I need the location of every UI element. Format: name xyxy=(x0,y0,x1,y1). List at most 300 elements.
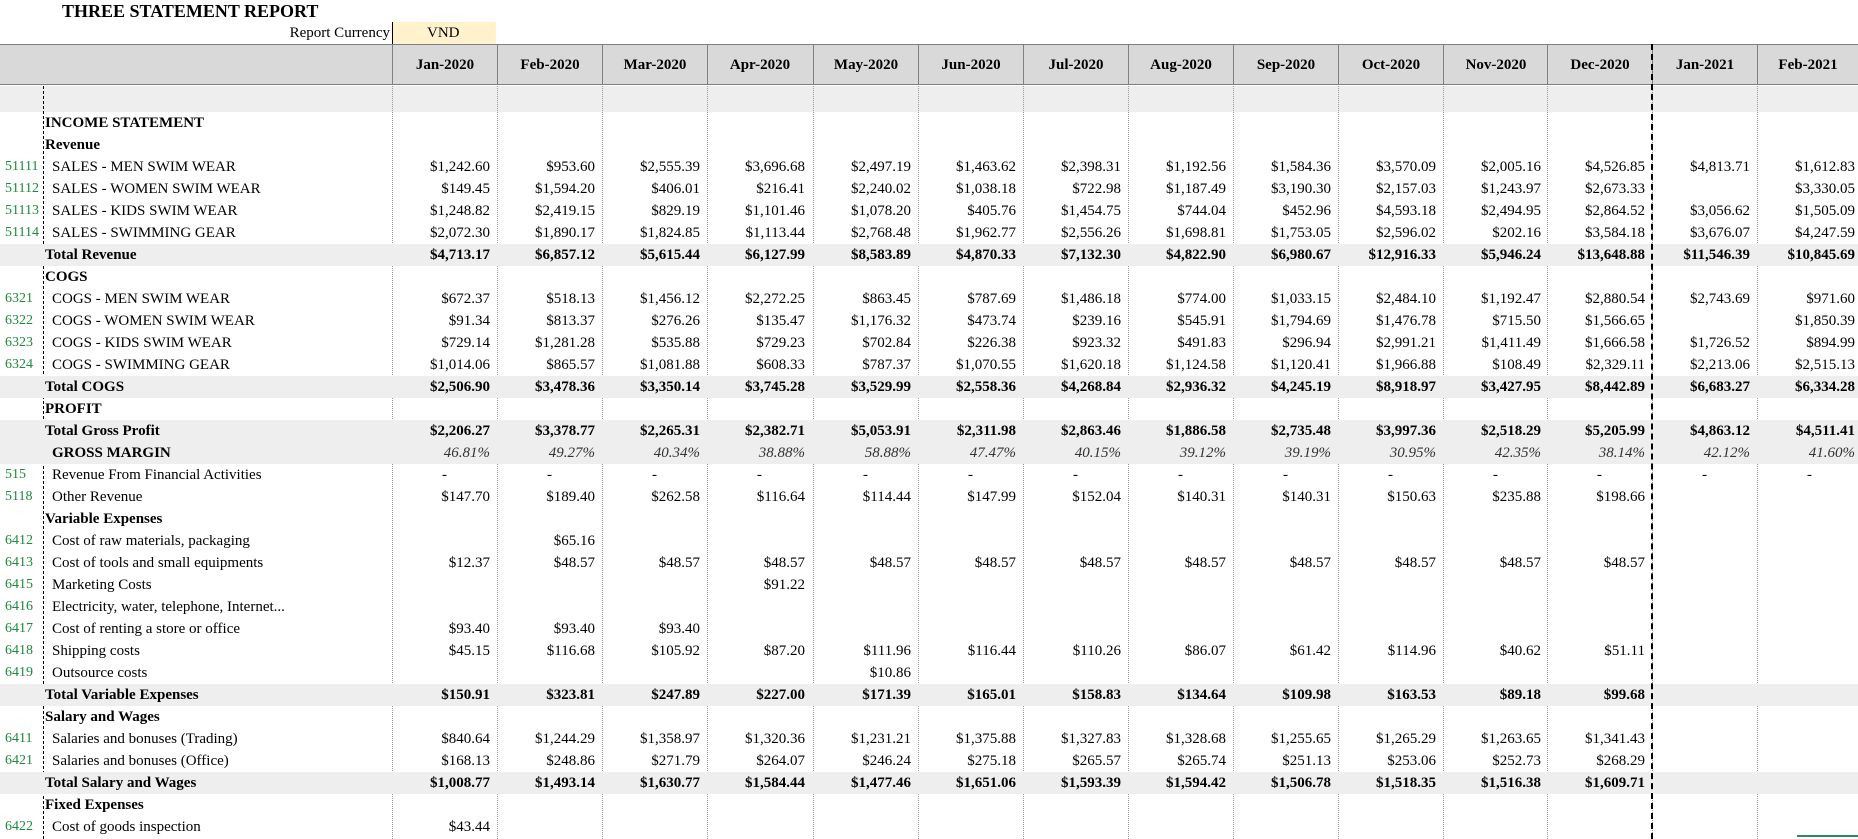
value-cell[interactable]: - xyxy=(1807,467,1812,483)
value-cell[interactable]: $2,157.03 xyxy=(1376,181,1436,197)
value-cell[interactable]: $1,244.29 xyxy=(535,731,595,747)
value-cell[interactable]: $2,497.19 xyxy=(851,159,911,175)
value-cell[interactable]: $6,334.28 xyxy=(1795,379,1855,395)
value-cell[interactable]: $2,880.54 xyxy=(1585,291,1645,307)
value-cell[interactable]: $2,005.16 xyxy=(1481,159,1541,175)
value-cell[interactable]: $93.40 xyxy=(448,621,490,637)
value-cell[interactable]: 58.88% xyxy=(864,445,911,461)
value-cell[interactable]: $3,997.36 xyxy=(1376,423,1436,439)
value-cell[interactable]: $4,247.59 xyxy=(1795,225,1855,241)
account-code[interactable]: 6422 xyxy=(5,819,33,834)
account-code[interactable]: 6416 xyxy=(5,599,33,614)
value-cell[interactable]: 40.34% xyxy=(653,445,700,461)
value-cell[interactable]: 40.15% xyxy=(1074,445,1121,461)
value-cell[interactable]: $1,594.42 xyxy=(1166,775,1226,791)
row-label[interactable]: COGS - SWIMMING GEAR xyxy=(52,357,230,373)
value-cell[interactable]: $251.13 xyxy=(1282,753,1331,769)
value-cell[interactable]: 47.47% xyxy=(969,445,1016,461)
month-header-aug-2020[interactable]: Aug-2020 xyxy=(1128,45,1233,84)
value-cell[interactable]: $43.44 xyxy=(448,819,490,835)
value-cell[interactable]: $2,240.02 xyxy=(851,181,911,197)
account-code[interactable]: 6322 xyxy=(5,313,33,328)
row-label[interactable]: INCOME STATEMENT xyxy=(45,115,205,131)
value-cell[interactable]: $198.66 xyxy=(1596,489,1645,505)
value-cell[interactable]: $1,265.29 xyxy=(1376,731,1436,747)
value-cell[interactable]: $3,570.09 xyxy=(1376,159,1436,175)
month-header-jun-2020[interactable]: Jun-2020 xyxy=(918,45,1023,84)
value-cell[interactable]: $1,824.85 xyxy=(640,225,700,241)
account-code[interactable]: 51114 xyxy=(5,225,39,240)
value-cell[interactable]: - xyxy=(547,467,552,483)
value-cell[interactable]: $323.81 xyxy=(546,687,595,703)
value-cell[interactable]: $111.96 xyxy=(863,643,911,659)
value-cell[interactable]: $140.31 xyxy=(1177,489,1226,505)
value-cell[interactable]: $114.44 xyxy=(862,489,911,505)
month-header-feb-2020[interactable]: Feb-2020 xyxy=(497,45,602,84)
value-cell[interactable]: $787.37 xyxy=(862,357,911,373)
value-cell[interactable]: $6,980.67 xyxy=(1271,247,1331,263)
account-code[interactable]: 6324 xyxy=(5,357,33,372)
value-cell[interactable]: - xyxy=(1388,467,1393,483)
value-cell[interactable]: $2,072.30 xyxy=(430,225,490,241)
value-cell[interactable]: $545.91 xyxy=(1177,313,1226,329)
value-cell[interactable]: $65.16 xyxy=(553,533,595,549)
value-cell[interactable]: $1,038.18 xyxy=(956,181,1016,197)
value-cell[interactable]: - xyxy=(1073,467,1078,483)
account-code[interactable]: 6418 xyxy=(5,643,33,658)
value-cell[interactable]: $4,526.85 xyxy=(1585,159,1645,175)
account-code[interactable]: 6412 xyxy=(5,533,33,548)
value-cell[interactable]: $722.98 xyxy=(1072,181,1121,197)
month-header-jul-2020[interactable]: Jul-2020 xyxy=(1023,45,1128,84)
row-label[interactable]: COGS - WOMEN SWIM WEAR xyxy=(52,313,255,329)
account-code[interactable]: 5118 xyxy=(5,489,33,504)
row-label[interactable]: PROFIT xyxy=(45,401,102,417)
value-cell[interactable]: $5,946.24 xyxy=(1481,247,1541,263)
value-cell[interactable]: $2,213.06 xyxy=(1690,357,1750,373)
value-cell[interactable]: $51.11 xyxy=(1604,643,1645,659)
row-label[interactable]: Cost of renting a store or office xyxy=(52,621,241,637)
value-cell[interactable]: $405.76 xyxy=(967,203,1016,219)
value-cell[interactable]: $2,515.13 xyxy=(1795,357,1855,373)
month-header-may-2020[interactable]: May-2020 xyxy=(813,45,918,84)
value-cell[interactable]: 41.60% xyxy=(1808,445,1855,461)
value-cell[interactable]: $4,813.71 xyxy=(1690,159,1750,175)
account-code[interactable]: 51111 xyxy=(5,159,39,174)
value-cell[interactable]: $1,187.49 xyxy=(1166,181,1226,197)
value-cell[interactable]: $1,486.18 xyxy=(1061,291,1121,307)
value-cell[interactable]: $729.14 xyxy=(441,335,490,351)
value-cell[interactable]: $48.57 xyxy=(869,555,911,571)
currency-value-cell[interactable]: VND xyxy=(393,22,496,44)
value-cell[interactable]: $11,546.39 xyxy=(1683,247,1750,263)
value-cell[interactable]: $1,033.15 xyxy=(1271,291,1331,307)
value-cell[interactable]: $105.92 xyxy=(651,643,700,659)
value-cell[interactable]: 39.12% xyxy=(1179,445,1226,461)
value-cell[interactable]: $110.26 xyxy=(1072,643,1121,659)
value-cell[interactable]: - xyxy=(1283,467,1288,483)
value-cell[interactable]: $116.44 xyxy=(967,643,1016,659)
value-cell[interactable]: 49.27% xyxy=(548,445,595,461)
value-cell[interactable]: $1,584.36 xyxy=(1271,159,1331,175)
value-cell[interactable]: $247.89 xyxy=(651,687,700,703)
value-cell[interactable]: $265.74 xyxy=(1177,753,1226,769)
value-cell[interactable]: $1,411.49 xyxy=(1481,335,1541,351)
value-cell[interactable]: $149.45 xyxy=(441,181,490,197)
value-cell[interactable]: $3,745.28 xyxy=(745,379,805,395)
value-cell[interactable]: $1,454.75 xyxy=(1061,203,1121,219)
value-cell[interactable]: $2,506.90 xyxy=(430,379,490,395)
row-label[interactable]: SALES - WOMEN SWIM WEAR xyxy=(52,181,261,197)
value-cell[interactable]: $8,442.89 xyxy=(1585,379,1645,395)
value-cell[interactable]: $971.60 xyxy=(1806,291,1855,307)
value-cell[interactable]: $10,845.69 xyxy=(1787,247,1855,263)
value-cell[interactable]: - xyxy=(1493,467,1498,483)
value-cell[interactable]: $1,609.71 xyxy=(1585,775,1645,791)
account-code[interactable]: 6413 xyxy=(5,555,33,570)
value-cell[interactable]: $1,850.39 xyxy=(1795,313,1855,329)
value-cell[interactable]: 42.12% xyxy=(1703,445,1750,461)
value-cell[interactable]: $518.13 xyxy=(546,291,595,307)
value-cell[interactable]: $2,265.31 xyxy=(640,423,700,439)
month-header-sep-2020[interactable]: Sep-2020 xyxy=(1233,45,1338,84)
row-label[interactable]: SALES - SWIMMING GEAR xyxy=(52,225,236,241)
value-cell[interactable]: $1,242.60 xyxy=(430,159,490,175)
month-header-oct-2020[interactable]: Oct-2020 xyxy=(1338,45,1443,84)
value-cell[interactable]: $1,890.17 xyxy=(535,225,595,241)
month-header-jan-2020[interactable]: Jan-2020 xyxy=(392,45,497,84)
value-cell[interactable]: $48.57 xyxy=(1289,555,1331,571)
value-cell[interactable]: $1,255.65 xyxy=(1271,731,1331,747)
value-cell[interactable]: $2,864.52 xyxy=(1585,203,1645,219)
value-cell[interactable]: $6,683.27 xyxy=(1690,379,1750,395)
row-label[interactable]: COGS - KIDS SWIM WEAR xyxy=(52,335,232,351)
value-cell[interactable]: $163.53 xyxy=(1387,687,1436,703)
row-label[interactable]: COGS - MEN SWIM WEAR xyxy=(52,291,231,307)
value-cell[interactable]: $2,329.11 xyxy=(1585,357,1645,373)
value-cell[interactable]: 39.19% xyxy=(1284,445,1331,461)
value-cell[interactable]: $5,205.99 xyxy=(1585,423,1645,439)
value-cell[interactable]: - xyxy=(442,467,447,483)
value-cell[interactable]: $1,463.62 xyxy=(956,159,1016,175)
value-cell[interactable]: $246.24 xyxy=(862,753,911,769)
value-cell[interactable]: $189.40 xyxy=(546,489,595,505)
value-cell[interactable]: $3,190.30 xyxy=(1271,181,1331,197)
value-cell[interactable]: $2,558.36 xyxy=(956,379,1016,395)
value-cell[interactable]: $729.23 xyxy=(756,335,805,351)
value-cell[interactable]: $264.07 xyxy=(756,753,805,769)
value-cell[interactable]: $1,593.39 xyxy=(1061,775,1121,791)
value-cell[interactable]: $275.18 xyxy=(967,753,1016,769)
row-label[interactable]: Salaries and bonuses (Office) xyxy=(52,753,229,769)
value-cell[interactable]: $48.57 xyxy=(1079,555,1121,571)
value-cell[interactable]: $86.07 xyxy=(1184,643,1226,659)
value-cell[interactable]: $2,863.46 xyxy=(1061,423,1121,439)
value-cell[interactable]: $48.57 xyxy=(763,555,805,571)
value-cell[interactable]: $840.64 xyxy=(441,731,490,747)
value-cell[interactable]: $262.58 xyxy=(651,489,700,505)
account-code[interactable]: 6411 xyxy=(5,731,33,746)
value-cell[interactable]: $5,053.91 xyxy=(851,423,911,439)
month-header-mar-2020[interactable]: Mar-2020 xyxy=(602,45,707,84)
value-cell[interactable]: $152.04 xyxy=(1072,489,1121,505)
value-cell[interactable]: $13,648.88 xyxy=(1577,247,1645,263)
value-cell[interactable]: $3,427.95 xyxy=(1481,379,1541,395)
value-cell[interactable]: $1,008.77 xyxy=(430,775,490,791)
value-cell[interactable]: $165.01 xyxy=(967,687,1016,703)
value-cell[interactable]: $4,713.17 xyxy=(430,247,490,263)
value-cell[interactable]: $894.99 xyxy=(1806,335,1855,351)
value-cell[interactable]: $114.96 xyxy=(1387,643,1436,659)
value-cell[interactable]: $3,056.62 xyxy=(1690,203,1750,219)
value-cell[interactable]: $1,101.46 xyxy=(745,203,805,219)
value-cell[interactable]: $48.57 xyxy=(1603,555,1645,571)
value-cell[interactable]: $158.83 xyxy=(1072,687,1121,703)
value-cell[interactable]: $147.99 xyxy=(967,489,1016,505)
value-cell[interactable]: $1,070.55 xyxy=(956,357,1016,373)
row-label[interactable]: Shipping costs xyxy=(52,643,140,659)
row-label[interactable]: Total COGS xyxy=(45,379,125,395)
value-cell[interactable]: $4,593.18 xyxy=(1376,203,1436,219)
value-cell[interactable]: $12.37 xyxy=(448,555,490,571)
value-cell[interactable]: $235.88 xyxy=(1492,489,1541,505)
row-label[interactable]: Fixed Expenses xyxy=(45,797,144,813)
value-cell[interactable]: $8,918.97 xyxy=(1376,379,1436,395)
value-cell[interactable]: $3,696.68 xyxy=(745,159,805,175)
value-cell[interactable]: $12,916.33 xyxy=(1368,247,1436,263)
row-label[interactable]: Marketing Costs xyxy=(52,577,152,593)
value-cell[interactable]: $6,857.12 xyxy=(535,247,595,263)
value-cell[interactable]: $3,378.77 xyxy=(535,423,595,439)
row-label[interactable]: Total Revenue xyxy=(45,247,137,263)
account-code[interactable]: 6421 xyxy=(5,753,33,768)
value-cell[interactable]: $1,456.12 xyxy=(640,291,700,307)
value-cell[interactable]: $813.37 xyxy=(546,313,595,329)
value-cell[interactable]: $1,612.83 xyxy=(1795,159,1855,175)
value-cell[interactable]: $406.01 xyxy=(651,181,700,197)
value-cell[interactable]: $1,176.32 xyxy=(851,313,911,329)
value-cell[interactable]: $863.45 xyxy=(862,291,911,307)
row-label[interactable]: Total Gross Profit xyxy=(45,423,160,439)
value-cell[interactable]: $1,666.58 xyxy=(1585,335,1645,351)
account-code[interactable]: 6321 xyxy=(5,291,33,306)
value-cell[interactable]: $865.57 xyxy=(546,357,595,373)
value-cell[interactable]: - xyxy=(863,467,868,483)
value-cell[interactable]: $1,476.78 xyxy=(1376,313,1436,329)
value-cell[interactable]: $1,263.65 xyxy=(1481,731,1541,747)
month-header-nov-2020[interactable]: Nov-2020 xyxy=(1443,45,1548,84)
value-cell[interactable]: $2,673.33 xyxy=(1585,181,1645,197)
value-cell[interactable]: $48.57 xyxy=(1394,555,1436,571)
value-cell[interactable]: $40.62 xyxy=(1499,643,1541,659)
value-cell[interactable]: $91.22 xyxy=(763,577,805,593)
value-cell[interactable]: $1,078.20 xyxy=(851,203,911,219)
value-cell[interactable]: $1,966.88 xyxy=(1376,357,1436,373)
value-cell[interactable]: $2,743.69 xyxy=(1690,291,1750,307)
value-cell[interactable]: $1,584.44 xyxy=(745,775,805,791)
value-cell[interactable]: $2,382.71 xyxy=(745,423,805,439)
value-cell[interactable]: $2,556.26 xyxy=(1061,225,1121,241)
value-cell[interactable]: $608.33 xyxy=(756,357,805,373)
value-cell[interactable]: $953.60 xyxy=(546,159,595,175)
value-cell[interactable]: $2,936.32 xyxy=(1166,379,1226,395)
value-cell[interactable]: $4,822.90 xyxy=(1166,247,1226,263)
value-cell[interactable]: $1,630.77 xyxy=(640,775,700,791)
row-label[interactable]: Total Variable Expenses xyxy=(45,687,199,703)
value-cell[interactable]: $1,506.78 xyxy=(1271,775,1331,791)
value-cell[interactable]: $672.37 xyxy=(441,291,490,307)
value-cell[interactable]: $296.94 xyxy=(1282,335,1331,351)
row-label[interactable]: Electricity, water, telephone, Internet... xyxy=(52,599,285,615)
value-cell[interactable]: - xyxy=(968,467,973,483)
value-cell[interactable]: $4,245.19 xyxy=(1271,379,1331,395)
value-cell[interactable]: 46.81% xyxy=(443,445,490,461)
value-cell[interactable]: $2,494.95 xyxy=(1481,203,1541,219)
row-label[interactable]: Variable Expenses xyxy=(45,511,163,527)
value-cell[interactable]: $150.63 xyxy=(1387,489,1436,505)
value-cell[interactable]: $774.00 xyxy=(1177,291,1226,307)
value-cell[interactable]: $1,358.97 xyxy=(640,731,700,747)
value-cell[interactable]: $202.16 xyxy=(1492,225,1541,241)
account-code[interactable]: 6323 xyxy=(5,335,33,350)
value-cell[interactable]: $1,124.58 xyxy=(1166,357,1226,373)
value-cell[interactable]: $268.29 xyxy=(1596,753,1645,769)
value-cell[interactable]: $2,596.02 xyxy=(1376,225,1436,241)
row-label[interactable]: Salary and Wages xyxy=(45,709,160,725)
value-cell[interactable]: $4,870.33 xyxy=(956,247,1016,263)
value-cell[interactable]: $1,281.28 xyxy=(535,335,595,351)
value-cell[interactable]: $276.26 xyxy=(651,313,700,329)
month-header-dec-2020[interactable]: Dec-2020 xyxy=(1547,45,1652,84)
value-cell[interactable]: $1,192.56 xyxy=(1166,159,1226,175)
row-label[interactable]: Cost of goods inspection xyxy=(52,819,201,835)
value-cell[interactable]: $48.57 xyxy=(974,555,1016,571)
value-cell[interactable]: $134.64 xyxy=(1177,687,1226,703)
value-cell[interactable]: $140.31 xyxy=(1282,489,1331,505)
value-cell[interactable]: $116.64 xyxy=(756,489,805,505)
value-cell[interactable]: $45.15 xyxy=(448,643,490,659)
value-cell[interactable]: $744.04 xyxy=(1177,203,1226,219)
row-label[interactable]: SALES - MEN SWIM WEAR xyxy=(52,159,236,175)
value-cell[interactable]: $150.91 xyxy=(441,687,490,703)
value-cell[interactable]: $252.73 xyxy=(1492,753,1541,769)
value-cell[interactable]: $2,735.48 xyxy=(1271,423,1331,439)
value-cell[interactable]: $171.39 xyxy=(862,687,911,703)
value-cell[interactable]: $271.79 xyxy=(651,753,700,769)
value-cell[interactable]: - xyxy=(757,467,762,483)
value-cell[interactable]: $1,753.05 xyxy=(1271,225,1331,241)
value-cell[interactable]: $2,419.15 xyxy=(535,203,595,219)
value-cell[interactable]: $216.41 xyxy=(756,181,805,197)
value-cell[interactable]: $1,192.47 xyxy=(1481,291,1541,307)
value-cell[interactable]: $1,248.82 xyxy=(430,203,490,219)
value-cell[interactable]: $1,516.38 xyxy=(1481,775,1541,791)
value-cell[interactable]: - xyxy=(1597,467,1602,483)
value-cell[interactable]: $1,566.65 xyxy=(1585,313,1645,329)
month-header-feb-2021[interactable]: Feb-2021 xyxy=(1757,45,1858,84)
value-cell[interactable]: $1,375.88 xyxy=(956,731,1016,747)
row-label[interactable]: GROSS MARGIN xyxy=(52,445,171,461)
account-code[interactable]: 6417 xyxy=(5,621,33,636)
value-cell[interactable]: $108.49 xyxy=(1492,357,1541,373)
value-cell[interactable]: $715.50 xyxy=(1492,313,1541,329)
value-cell[interactable]: $829.19 xyxy=(651,203,700,219)
value-cell[interactable]: $473.74 xyxy=(967,313,1016,329)
value-cell[interactable]: $491.83 xyxy=(1177,335,1226,351)
value-cell[interactable]: $5,615.44 xyxy=(640,247,700,263)
value-cell[interactable]: - xyxy=(1178,467,1183,483)
row-label[interactable]: COGS xyxy=(45,269,88,285)
value-cell[interactable]: $48.57 xyxy=(553,555,595,571)
value-cell[interactable]: $4,268.84 xyxy=(1061,379,1121,395)
value-cell[interactable]: $3,478.36 xyxy=(535,379,595,395)
value-cell[interactable]: $1,320.36 xyxy=(745,731,805,747)
value-cell[interactable]: $48.57 xyxy=(1499,555,1541,571)
value-cell[interactable]: $1,113.44 xyxy=(745,225,805,241)
row-label[interactable]: Cost of raw materials, packaging xyxy=(52,533,250,549)
value-cell[interactable]: $1,243.97 xyxy=(1481,181,1541,197)
value-cell[interactable]: $4,863.12 xyxy=(1690,423,1750,439)
value-cell[interactable]: $1,081.88 xyxy=(640,357,700,373)
value-cell[interactable]: $248.86 xyxy=(546,753,595,769)
value-cell[interactable]: $1,594.20 xyxy=(535,181,595,197)
value-cell[interactable]: $3,676.07 xyxy=(1690,225,1750,241)
value-cell[interactable]: $10.86 xyxy=(869,665,911,681)
value-cell[interactable]: $702.84 xyxy=(862,335,911,351)
value-cell[interactable]: 30.95% xyxy=(1389,445,1436,461)
value-cell[interactable]: $89.18 xyxy=(1499,687,1541,703)
value-cell[interactable]: $1,794.69 xyxy=(1271,313,1331,329)
value-cell[interactable]: $168.13 xyxy=(441,753,490,769)
row-label[interactable]: Total Salary and Wages xyxy=(45,775,197,791)
value-cell[interactable]: $2,311.98 xyxy=(956,423,1016,439)
value-cell[interactable]: $93.40 xyxy=(553,621,595,637)
value-cell[interactable]: $1,328.68 xyxy=(1166,731,1226,747)
account-code[interactable]: 51113 xyxy=(5,203,39,218)
value-cell[interactable]: $91.34 xyxy=(448,313,490,329)
value-cell[interactable]: $135.47 xyxy=(756,313,805,329)
value-cell[interactable]: $1,231.21 xyxy=(851,731,911,747)
value-cell[interactable]: $265.57 xyxy=(1072,753,1121,769)
value-cell[interactable]: - xyxy=(652,467,657,483)
account-code[interactable]: 6419 xyxy=(5,665,33,680)
value-cell[interactable]: $147.70 xyxy=(441,489,490,505)
value-cell[interactable]: $99.68 xyxy=(1603,687,1645,703)
row-label[interactable]: Revenue From Financial Activities xyxy=(52,467,262,483)
row-label[interactable]: Revenue xyxy=(45,137,100,153)
value-cell[interactable]: $4,511.41 xyxy=(1795,423,1855,439)
value-cell[interactable]: $452.96 xyxy=(1282,203,1331,219)
value-cell[interactable]: $1,341.43 xyxy=(1585,731,1645,747)
row-label[interactable]: Salaries and bonuses (Trading) xyxy=(52,731,238,747)
value-cell[interactable]: $227.00 xyxy=(756,687,805,703)
value-cell[interactable]: $61.42 xyxy=(1289,643,1331,659)
value-cell[interactable]: $2,272.25 xyxy=(745,291,805,307)
account-code[interactable]: 51112 xyxy=(5,181,39,196)
value-cell[interactable]: $2,484.10 xyxy=(1376,291,1436,307)
value-cell[interactable]: $239.16 xyxy=(1072,313,1121,329)
value-cell[interactable]: $116.68 xyxy=(546,643,595,659)
value-cell[interactable]: $1,962.77 xyxy=(956,225,1016,241)
value-cell[interactable]: $787.69 xyxy=(967,291,1016,307)
value-cell[interactable]: $1,726.52 xyxy=(1690,335,1750,351)
value-cell[interactable]: 38.14% xyxy=(1598,445,1645,461)
value-cell[interactable]: $1,886.58 xyxy=(1166,423,1226,439)
value-cell[interactable]: $2,518.29 xyxy=(1481,423,1541,439)
value-cell[interactable]: $1,651.06 xyxy=(956,775,1016,791)
value-cell[interactable]: $1,120.41 xyxy=(1271,357,1331,373)
value-cell[interactable]: 38.88% xyxy=(758,445,805,461)
